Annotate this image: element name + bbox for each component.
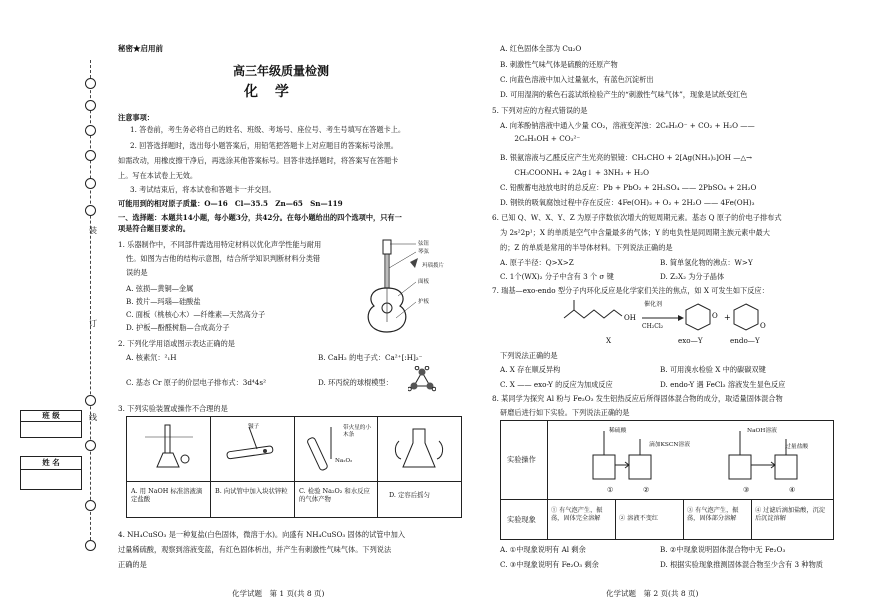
guitar-label-string: 琴弦 <box>418 249 430 255</box>
q6-stem: 为 2s²2p¹；X 的单质是空气中含量最多的气体；Y 的电负性是同周期主族元素中最大 <box>500 228 770 237</box>
q1-stem: 1. 乐器制作中，不同部件需选用特定材料以优化声学性能与耐用 <box>118 240 322 249</box>
q6-option-d: D. Z₂X₂ 为分子晶体 <box>660 272 725 281</box>
q6-stem: 6. 已知 Q、W、X、Y、Z 为原子序数依次增大的短周期元素。基态 Q 原子的价电子排布式 <box>492 213 782 222</box>
q8-observation-2: ② 溶液不变红 <box>619 515 659 522</box>
page-footer-left: 化学试题 第 1 页(共 8 页) <box>232 589 325 598</box>
q4-option-b: B. 刺激性气味气体是硫酸的还原产物 <box>500 60 618 69</box>
section-one-heading-cont: 项是符合题目要求的。 <box>118 224 190 233</box>
margin-mark-xian: 线 <box>89 413 97 422</box>
q1-stem: 性。如图为吉他的结构示意图，结合所学知识判断材料分类错 <box>126 254 321 263</box>
q1-option-c: C. 面板（桃核心木）—纤维素—天然高分子 <box>126 310 266 319</box>
guitar-figure <box>360 238 450 336</box>
q5-option-c: C. 铅酸蓄电池放电时的总反应：Pb + PbO₂ + 2H₂SO₄ —— 2PbSO₄ + 2H₂O <box>500 183 757 192</box>
q8-row-observation: 实验现象 <box>507 515 536 524</box>
note-line: 2. 回答选择题时，选出每小题答案后，用铅笔把答题卡上对应题目的答案标号涂黑。 <box>130 141 398 150</box>
q7-condition-solvent: CH₂Cl₂ <box>642 323 664 330</box>
q8-label-hcl: 过量盐酸 <box>785 444 809 450</box>
name-label: 姓 名 <box>21 457 81 470</box>
q5-option-b-cont: CH₃COONH₄ + 2Ag↓ + 3NH₃ + H₂O <box>500 168 649 177</box>
class-field[interactable] <box>20 410 82 438</box>
q8-label-kscn: 滴加KSCN溶液 <box>649 442 690 448</box>
guitar-label-top: 面板 <box>418 279 430 285</box>
q4-stem: 4. NH₄CuSO₃ 是一种复盐(白色固体，微溶于水)。向盛有 NH₄CuSO₃ 固体的试管中加入 <box>118 530 406 539</box>
svg-text:OH: OH <box>624 314 636 322</box>
cyclopropane-ball-stick-model <box>408 366 436 394</box>
exam-title: 高三年级质量检测 <box>233 64 330 78</box>
binding-hole <box>85 440 96 451</box>
q1-option-d: D. 护板—酚醛树脂—合成高分子 <box>126 323 230 332</box>
q7-compound-endo: endo—Y <box>730 336 760 345</box>
q7-option-b: B. 可用溴水检验 X 中的碳碳双键 <box>660 365 766 374</box>
q6-stem: 的；Z 的单质是常用的半导体材料。下列说法正确的是 <box>500 243 673 252</box>
q5-option-a: A. 向苯酚钠溶液中通入少量 CO₂，溶液变浑浊：2C₆H₅O⁻ + CO₂ + H₂O —— <box>500 121 755 130</box>
q8-label-naoh: NaOH溶液 <box>747 428 777 434</box>
svg-text:O: O <box>712 312 718 320</box>
q3-option-b: B. 向试管中加入块状锌粒 <box>215 487 288 495</box>
q5-stem: 5. 下列对应的方程式错误的是 <box>492 106 588 115</box>
margin-mark-ding: 订 <box>89 319 97 328</box>
q8-option-c: C. ③中现象说明有 Fe₂O₃ 剩余 <box>500 560 599 569</box>
binding-hole <box>85 125 96 136</box>
q8-option-d: D. 根据实验现象推测固体混合物至少含有 3 种物质 <box>660 560 823 569</box>
q7-condition-catalyst: 催化剂 <box>644 301 663 308</box>
notes-heading: 注意事项： <box>118 113 154 122</box>
q3-option-d: D. 定容后摇匀 <box>389 491 430 499</box>
q7-ask: 下列说法正确的是 <box>500 351 558 360</box>
binding-hole <box>85 205 96 216</box>
q8-step-1: ① <box>607 485 614 494</box>
note-line: 1. 答卷前，考生务必将自己的姓名、班级、考场号、座位号、考生号填写在答题卡上。 <box>130 125 406 134</box>
secret-label: 秘密★启用前 <box>118 44 163 53</box>
guitar-label-pick: 玛瑙拨片 <box>422 263 445 269</box>
q1-option-a: A. 弦损—黄铜—金属 <box>126 284 194 293</box>
q5-option-d: D. 钢铁的吸氧腐蚀过程中存在反应：4Fe(OH)₂ + O₂ + 2H₂O —— 4Fe(OH)₃ <box>500 198 755 207</box>
q8-step-2: ② <box>643 485 650 494</box>
q1-option-b: B. 拨片—玛瑙—硅酸盐 <box>126 297 201 306</box>
q6-option-b: B. 简单氢化物的沸点：W>Y <box>660 258 753 267</box>
q4-stem: 正确的是 <box>118 560 147 569</box>
note-line: 3. 考试结束后，将本试卷和答题卡一并交回。 <box>130 185 276 194</box>
q2-option-b: B. CaH₂ 的电子式：Ca²⁺[:H]₂⁻ <box>318 353 423 362</box>
q2-option-a: A. 核素氘：²₁H <box>126 353 177 362</box>
q3-apparatus-table <box>126 416 462 518</box>
q8-option-a: A. ①中现象说明有 Al 剩余 <box>500 545 586 554</box>
q2-option-d: D. 环丙烷的球棍模型： <box>318 378 393 387</box>
q8-experiment-table <box>500 420 834 540</box>
binding-hole <box>85 100 96 111</box>
q3-figure-shake-flask <box>391 423 449 477</box>
q4-option-a: A. 红色固体全部为 Cu₂O <box>500 44 582 53</box>
q3-stem: 3. 下列实验装置或操作不合理的是 <box>118 404 228 413</box>
note-line: 上。写在本试卷上无效。 <box>118 171 198 180</box>
q7-option-c: C. X —— exo-Y 的反应为加成反应 <box>500 380 613 389</box>
binding-hole <box>85 150 96 161</box>
margin-mark-zhuang: 装 <box>89 226 97 235</box>
q6-option-a: A. 原子半径：Q>X>Z <box>500 258 574 267</box>
section-one-heading: 一、选择题：本题共14小题，每小题3分，共42分。在每小题给出的四个选项中，只有一 <box>118 213 402 222</box>
q3-label-na2o2: Na₂O₂ <box>335 458 353 464</box>
binding-hole <box>85 500 96 511</box>
q8-label-dilute-acid: 稀硫酸 <box>609 428 627 434</box>
q3-label-tweezers: 镊子 <box>248 424 260 430</box>
q8-step-3: ③ <box>743 485 750 494</box>
q5-option-a-cont: 2C₆H₅OH + CO₃²⁻ <box>500 134 581 143</box>
q4-stem: 过量稀硫酸，观察到溶液变蓝，有红色固体析出，并产生有刺激性气味气体。下列说法 <box>118 545 392 554</box>
q5-option-b: B. 银氨溶液与乙醛反应产生光亮的银镜：CH₃CHO + 2[Ag(NH₃)₂]OH —△→ <box>500 153 753 162</box>
svg-text:+: + <box>724 313 731 322</box>
class-label: 班 级 <box>21 411 81 422</box>
q4-option-c: C. 向蓝色溶液中加入过量氨水，有蓝色沉淀析出 <box>500 75 654 84</box>
q8-apparatus-figure <box>553 425 829 497</box>
q2-stem: 2. 下列化学用语或图示表达正确的是 <box>118 339 235 348</box>
q8-step-4: ④ <box>789 485 796 494</box>
binding-hole <box>85 540 96 551</box>
name-field[interactable] <box>20 456 82 490</box>
q7-compound-x: X <box>606 336 612 345</box>
q7-stem: 7. 瑞基—exo-endo 型分子内环化反应是化学家们关注的焦点，如 X 可发生如下反应： <box>492 286 769 295</box>
guitar-label-guard: 护板 <box>418 299 430 305</box>
q8-observation-3: ③ 有气泡产生，振荡，固体部分溶解 <box>687 507 739 522</box>
q8-stem: 8. 某同学为探究 Al 粉与 Fe₂O₃ 发生铝热反应后所得固体混合物的成分，取适量固体混合物 <box>492 394 783 403</box>
q8-observation-4: ④ 过滤后滴加盐酸，沉淀后沉淀溶解 <box>755 507 826 522</box>
subject-title: 化 学 <box>244 84 295 100</box>
q3-option-a: A. 用 NaOH 标准溶液滴定盐酸 <box>131 487 203 503</box>
binding-hole <box>85 178 96 189</box>
q3-label-glowing-splint: 带火星的小木条 <box>343 425 371 438</box>
q8-row-operation: 实验操作 <box>507 455 536 464</box>
svg-text:O: O <box>760 322 766 330</box>
q7-compound-exo: exo—Y <box>678 336 703 345</box>
q3-figure-titration <box>137 423 201 477</box>
note-line: 如需改动，用橡皮擦干净后，再选涂其他答案标号。回答非选择题时，将答案写在答题卡 <box>118 156 399 165</box>
q1-stem: 误的是 <box>126 268 148 277</box>
q8-option-b: B. ②中现象说明固体混合物中无 Fe₂O₃ <box>660 545 786 554</box>
q3-option-c: C. 检验 Na₂O₂ 和水反应的气体产物 <box>299 487 370 503</box>
q8-stem: 研磨后进行如下实验。下列说法正确的是 <box>500 408 630 417</box>
page-footer-right: 化学试题 第 2 页(共 8 页) <box>606 589 699 598</box>
q7-option-a: A. X 存在顺反异构 <box>500 365 561 374</box>
q4-option-d: D. 可用湿润的紫色石蕊试纸检验产生的“刺激性气味气体”，现象是试纸变红色 <box>500 90 748 99</box>
q2-option-c: C. 基态 Cr 原子的价层电子排布式：3d⁴4s² <box>126 378 266 387</box>
atomic-masses: 可能用到的相对原子质量：O—16 Cl—35.5 Zn—65 Sn—119 <box>118 199 343 208</box>
q6-option-c: C. 1个(WX)₂ 分子中含有 3 个 σ 键 <box>500 272 614 281</box>
q7-option-d: D. endo-Y 遇 FeCl₃ 溶液发生显色反应 <box>660 380 786 389</box>
binding-hole <box>85 78 96 89</box>
binding-hole <box>85 395 96 406</box>
guitar-label-tuner: 弦钮 <box>418 241 430 247</box>
q8-observation-1: ① 有气泡产生，振荡，固体完全溶解 <box>551 507 603 522</box>
